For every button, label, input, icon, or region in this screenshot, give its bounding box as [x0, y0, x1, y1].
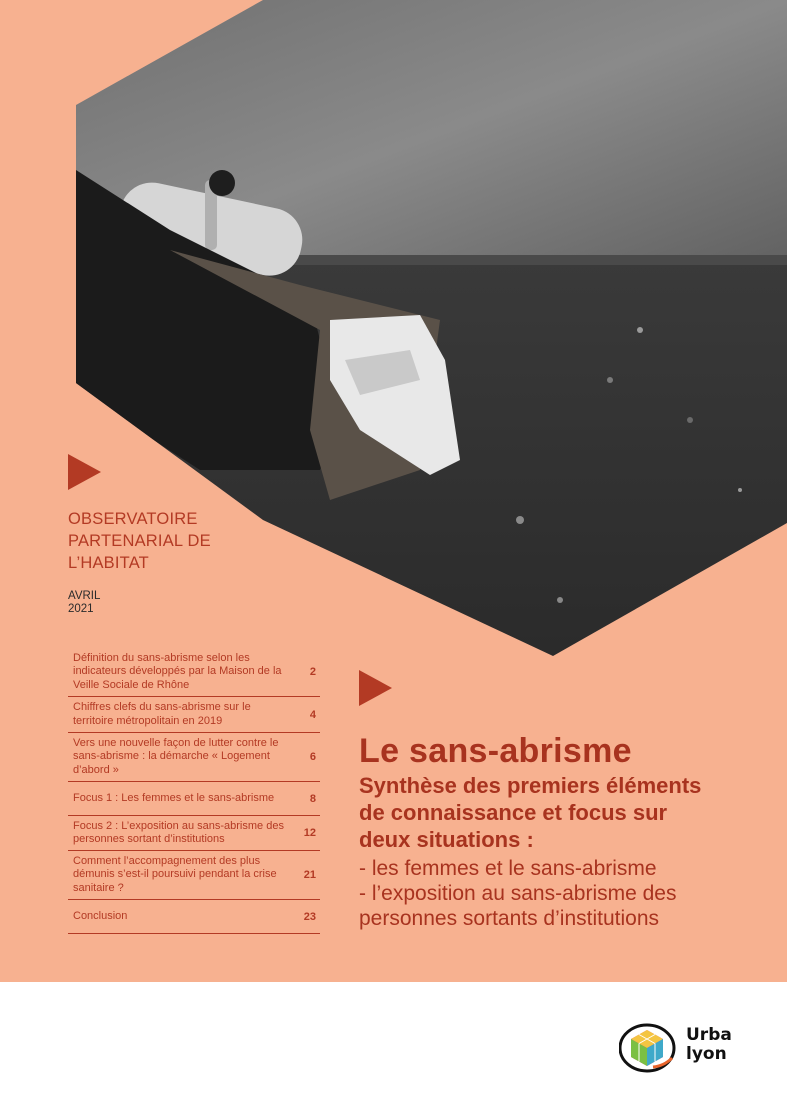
toc-entry[interactable]: Vers une nouvelle façon de lutter contre le sans-abrisme : la démarche « Logement d’abord » 6	[68, 733, 320, 782]
toc-entry[interactable]: Comment l’accompagnement des plus démunis s’est-il poursuivi pendant la crise sanitaire ? 21	[68, 851, 320, 900]
toc-page-number: 4	[309, 708, 316, 721]
focus-topic: - les femmes et le sans-abrisme	[359, 857, 657, 880]
table-of-contents	[68, 648, 320, 934]
toc-page-number: 8	[309, 792, 316, 805]
document-subtitle: Synthèse des premiers éléments de connaissance et focus sur deux situations :	[359, 773, 702, 852]
toc-page-number: 12	[303, 827, 316, 839]
focus-topics-list	[359, 856, 779, 931]
focus-topic: - l’exposition au sans-abrisme des	[359, 882, 677, 905]
toc-page-number: 23	[303, 910, 316, 923]
toc-entry[interactable]: Focus 2 : L’exposition au sans-abrisme des personnes sortant d’institutions 12	[68, 816, 320, 851]
observatory-heading: OBSERVATOIRE PARTENARIAL DE L’HABITAT	[68, 510, 211, 572]
date-year: 2021	[68, 603, 94, 615]
toc-entry[interactable]: Conclusion 23	[68, 900, 320, 934]
date-month: AVRIL	[68, 590, 101, 602]
toc-page-number: 2	[309, 666, 316, 678]
toc-page-number: 6	[309, 751, 316, 763]
toc-entry[interactable]: Focus 1 : Les femmes et le sans-abrisme 8	[68, 782, 320, 816]
document-title: Le sans-abrisme	[359, 732, 632, 770]
publication-date	[68, 590, 100, 616]
title-marker-triangle	[359, 670, 392, 706]
urbalyon-logo-text: Urba lyon	[686, 1025, 732, 1064]
toc-page-number: 21	[303, 869, 316, 881]
focus-topic: personnes sortants d’institutions	[359, 907, 659, 930]
toc-entry[interactable]: Chiffres clefs du sans-abrisme sur le territoire métropolitain en 2019 4	[68, 697, 320, 733]
toc-entry[interactable]: Définition du sans-abrisme selon les indicateurs développés par la Maison de la Veille Sociale de Rhône 2	[68, 648, 320, 697]
section-marker-triangle	[68, 454, 101, 490]
